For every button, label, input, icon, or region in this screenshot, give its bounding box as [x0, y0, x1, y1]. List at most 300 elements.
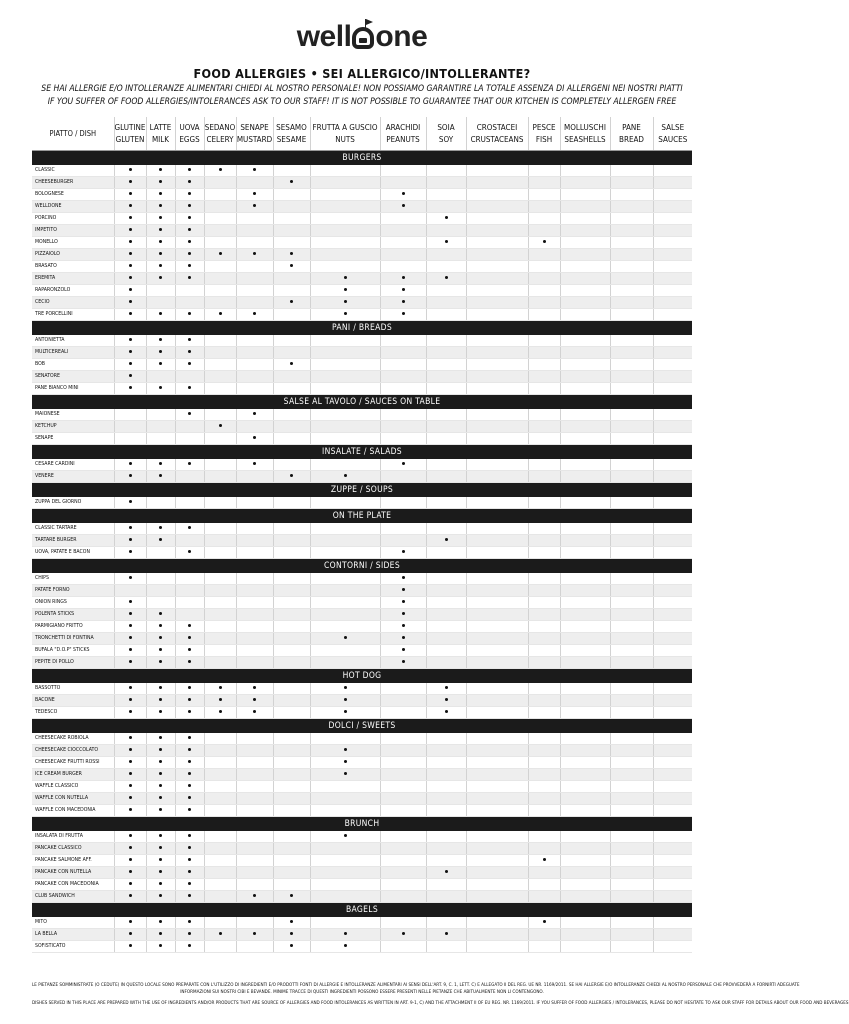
- allergen-cell: [380, 421, 426, 433]
- allergen-cell: [273, 573, 310, 585]
- allergen-cell: [114, 609, 146, 621]
- allergen-cell: [175, 471, 204, 483]
- allergen-cell: [204, 597, 236, 609]
- allergen-dot-icon: [129, 882, 132, 885]
- allergen-cell: [426, 745, 466, 757]
- allergen-name-en: SEASHELLS: [564, 134, 606, 144]
- allergen-cell: [146, 891, 175, 903]
- allergen-dot-icon: [159, 648, 162, 651]
- allergen-cell: [114, 285, 146, 297]
- allergen-dot-icon: [253, 436, 256, 439]
- allergen-cell: [560, 745, 610, 757]
- allergen-cell: [380, 917, 426, 929]
- allergen-cell: [310, 383, 380, 395]
- dish-name: TARTARE BURGER: [32, 535, 114, 547]
- allergen-cell: [310, 535, 380, 547]
- allergen-header-crustaceans: [466, 117, 528, 151]
- allergen-cell: [466, 781, 528, 793]
- allergen-header-celery: [204, 117, 236, 151]
- footer-legal-italian-2: INFORMAZIONI SUI NOSTRI CIBI E BEVANDE. MINIME TRACCE DI QUESTI INGREDIENTI POSSONO ESSERE PRESENTI NELLE PIETANZE CHE ABITUALMENTE NON LI CONTENGONO.: [180, 990, 544, 995]
- allergen-dot-icon: [129, 462, 132, 465]
- allergen-cell: [466, 769, 528, 781]
- allergen-dot-icon: [159, 796, 162, 799]
- allergen-cell: [560, 843, 610, 855]
- allergen-cell: [528, 285, 560, 297]
- allergen-dot-icon: [219, 710, 222, 713]
- allergen-cell: [653, 745, 692, 757]
- allergen-dot-icon: [219, 698, 222, 701]
- allergen-cell: [610, 309, 653, 321]
- allergen-cell: [380, 165, 426, 177]
- allergen-table: [32, 117, 692, 953]
- allergen-cell: [426, 297, 466, 309]
- allergen-cell: [610, 165, 653, 177]
- allergen-cell: [146, 843, 175, 855]
- allergen-dot-icon: [159, 698, 162, 701]
- allergen-cell: [273, 237, 310, 249]
- allergen-cell: [204, 309, 236, 321]
- allergen-cell: [528, 597, 560, 609]
- allergen-cell: [610, 805, 653, 817]
- allergen-cell: [528, 237, 560, 249]
- allergen-cell: [146, 941, 175, 953]
- allergen-cell: [114, 383, 146, 395]
- allergen-cell: [653, 297, 692, 309]
- allergen-cell: [146, 225, 175, 237]
- allergen-cell: [466, 621, 528, 633]
- table-row: [32, 547, 692, 559]
- allergen-name-it: SOIA: [437, 122, 455, 132]
- allergen-cell: [653, 843, 692, 855]
- allergen-cell: [426, 421, 466, 433]
- dish-name: TRONCHETTI DI FONTINA: [32, 633, 114, 645]
- allergen-cell: [466, 497, 528, 509]
- allergen-cell: [146, 929, 175, 941]
- allergen-cell: [426, 285, 466, 297]
- allergen-dot-icon: [129, 576, 132, 579]
- allergen-cell: [653, 535, 692, 547]
- dish-name: PANCAKE CON NUTELLA: [32, 867, 114, 879]
- allergen-cell: [466, 459, 528, 471]
- allergen-cell: [236, 347, 273, 359]
- allergen-cell: [204, 843, 236, 855]
- allergen-cell: [175, 383, 204, 395]
- allergen-dot-icon: [253, 192, 256, 195]
- table-row: [32, 733, 692, 745]
- allergen-cell: [310, 359, 380, 371]
- allergen-cell: [610, 831, 653, 843]
- dish-name: ONION RINGS: [32, 597, 114, 609]
- allergen-dot-icon: [129, 612, 132, 615]
- allergen-dot-icon: [129, 386, 132, 389]
- allergen-dot-icon: [129, 624, 132, 627]
- allergen-cell: [310, 471, 380, 483]
- allergen-dot-icon: [253, 412, 256, 415]
- allergen-cell: [146, 609, 175, 621]
- allergen-cell: [426, 189, 466, 201]
- table-row: [32, 273, 692, 285]
- allergen-cell: [273, 523, 310, 535]
- allergen-cell: [236, 793, 273, 805]
- allergen-dot-icon: [188, 338, 191, 341]
- allergen-cell: [610, 497, 653, 509]
- allergen-cell: [560, 471, 610, 483]
- allergen-cell: [466, 855, 528, 867]
- allergen-cell: [560, 535, 610, 547]
- allergen-cell: [653, 335, 692, 347]
- allergen-cell: [273, 843, 310, 855]
- allergen-cell: [560, 177, 610, 189]
- allergen-cell: [610, 585, 653, 597]
- allergen-dot-icon: [188, 412, 191, 415]
- allergen-dot-icon: [344, 686, 347, 689]
- allergen-header-eggs: [175, 117, 204, 151]
- table-row: [32, 707, 692, 719]
- allergen-cell: [380, 745, 426, 757]
- allergen-cell: [273, 261, 310, 273]
- allergen-cell: [380, 523, 426, 535]
- allergen-dot-icon: [290, 474, 293, 477]
- allergen-cell: [146, 707, 175, 719]
- allergen-cell: [310, 769, 380, 781]
- allergen-dot-icon: [159, 180, 162, 183]
- allergen-cell: [610, 371, 653, 383]
- allergen-cell: [653, 409, 692, 421]
- allergen-cell: [146, 805, 175, 817]
- dish-name: BOB: [32, 359, 114, 371]
- allergen-cell: [528, 177, 560, 189]
- allergen-cell: [466, 177, 528, 189]
- allergen-dot-icon: [402, 588, 405, 591]
- section-header-row: [32, 719, 692, 734]
- allergen-cell: [380, 843, 426, 855]
- allergen-cell: [236, 597, 273, 609]
- allergen-cell: [380, 633, 426, 645]
- allergen-cell: [175, 621, 204, 633]
- allergen-cell: [653, 225, 692, 237]
- section-header-row: [32, 151, 692, 166]
- allergen-dot-icon: [188, 180, 191, 183]
- allergen-name-it: SENAPE: [240, 122, 269, 132]
- allergen-header-sesame: [273, 117, 310, 151]
- allergen-cell: [310, 497, 380, 509]
- allergen-cell: [560, 757, 610, 769]
- allergen-cell: [204, 371, 236, 383]
- allergen-dot-icon: [129, 500, 132, 503]
- allergen-name-en: NUTS: [335, 134, 355, 144]
- allergen-cell: [380, 285, 426, 297]
- allergen-cell: [310, 335, 380, 347]
- dish-name: LA BELLA: [32, 929, 114, 941]
- allergen-cell: [560, 237, 610, 249]
- allergen-cell: [146, 535, 175, 547]
- allergen-cell: [310, 547, 380, 559]
- allergen-cell: [528, 371, 560, 383]
- allergen-cell: [466, 383, 528, 395]
- allergen-dot-icon: [159, 772, 162, 775]
- allergen-cell: [146, 237, 175, 249]
- allergen-dot-icon: [402, 576, 405, 579]
- allergen-cell: [310, 165, 380, 177]
- allergen-cell: [380, 535, 426, 547]
- allergen-cell: [114, 707, 146, 719]
- allergen-cell: [114, 733, 146, 745]
- allergen-cell: [380, 497, 426, 509]
- allergen-cell: [114, 297, 146, 309]
- section-title: ZUPPE / SOUPS: [32, 483, 692, 498]
- dish-name: CHIPS: [32, 573, 114, 585]
- allergen-cell: [426, 249, 466, 261]
- allergen-cell: [114, 695, 146, 707]
- allergen-cell: [146, 879, 175, 891]
- allergen-cell: [380, 201, 426, 213]
- allergen-cell: [610, 733, 653, 745]
- allergen-cell: [310, 421, 380, 433]
- allergen-cell: [204, 867, 236, 879]
- allergen-cell: [380, 805, 426, 817]
- allergen-cell: [653, 757, 692, 769]
- allergen-cell: [426, 471, 466, 483]
- allergen-dot-icon: [445, 870, 448, 873]
- allergen-cell: [426, 733, 466, 745]
- allergen-cell: [426, 793, 466, 805]
- allergen-cell: [204, 383, 236, 395]
- allergen-cell: [175, 683, 204, 695]
- allergen-cell: [175, 929, 204, 941]
- allergen-cell: [204, 707, 236, 719]
- allergen-cell: [380, 433, 426, 445]
- allergen-name-en: SESAME: [276, 134, 307, 144]
- allergen-cell: [610, 285, 653, 297]
- allergen-cell: [204, 621, 236, 633]
- allergen-cell: [175, 633, 204, 645]
- allergen-cell: [560, 497, 610, 509]
- allergen-cell: [236, 757, 273, 769]
- allergen-cell: [426, 917, 466, 929]
- allergen-dot-icon: [129, 736, 132, 739]
- allergen-cell: [426, 843, 466, 855]
- allergen-cell: [310, 645, 380, 657]
- allergen-name-it: UOVA: [179, 122, 200, 132]
- allergen-cell: [273, 929, 310, 941]
- allergen-dot-icon: [159, 386, 162, 389]
- allergen-dot-icon: [445, 538, 448, 541]
- allergen-cell: [380, 573, 426, 585]
- allergen-cell: [146, 683, 175, 695]
- allergen-cell: [426, 657, 466, 669]
- allergen-cell: [560, 433, 610, 445]
- allergen-cell: [175, 249, 204, 261]
- allergen-cell: [610, 657, 653, 669]
- allergen-dot-icon: [129, 252, 132, 255]
- allergen-cell: [560, 855, 610, 867]
- allergen-cell: [114, 745, 146, 757]
- allergen-cell: [146, 189, 175, 201]
- allergen-cell: [653, 421, 692, 433]
- allergen-cell: [653, 793, 692, 805]
- dish-name: ANTONIETTA: [32, 335, 114, 347]
- allergen-cell: [528, 917, 560, 929]
- table-row: [32, 879, 692, 891]
- allergen-cell: [310, 609, 380, 621]
- allergen-cell: [528, 335, 560, 347]
- allergen-cell: [175, 573, 204, 585]
- allergen-dot-icon: [129, 538, 132, 541]
- allergen-header-gluten: [114, 117, 146, 151]
- allergen-dot-icon: [129, 920, 132, 923]
- allergen-dot-icon: [129, 894, 132, 897]
- allergen-cell: [653, 573, 692, 585]
- allergen-dot-icon: [159, 474, 162, 477]
- allergen-dot-icon: [129, 748, 132, 751]
- allergen-cell: [146, 213, 175, 225]
- dish-name: PANCAKE SALMONE AFF.: [32, 855, 114, 867]
- allergen-cell: [610, 433, 653, 445]
- allergen-cell: [466, 585, 528, 597]
- section-title: DOLCI / SWEETS: [32, 719, 692, 734]
- allergen-cell: [273, 471, 310, 483]
- allergen-cell: [380, 929, 426, 941]
- allergen-dot-icon: [543, 920, 546, 923]
- allergen-dot-icon: [253, 168, 256, 171]
- allergen-cell: [146, 459, 175, 471]
- allergen-cell: [146, 757, 175, 769]
- allergen-cell: [146, 781, 175, 793]
- allergen-cell: [466, 793, 528, 805]
- allergen-cell: [560, 683, 610, 695]
- allergen-cell: [236, 585, 273, 597]
- allergen-cell: [380, 359, 426, 371]
- dish-name: CESARE CARDINI: [32, 459, 114, 471]
- allergen-dot-icon: [188, 462, 191, 465]
- allergen-cell: [310, 805, 380, 817]
- allergen-dot-icon: [159, 312, 162, 315]
- allergen-cell: [560, 371, 610, 383]
- allergen-cell: [310, 309, 380, 321]
- dish-name: UOVA, PATATE E BACON: [32, 547, 114, 559]
- allergen-dot-icon: [159, 736, 162, 739]
- allergen-cell: [146, 409, 175, 421]
- table-row: [32, 335, 692, 347]
- allergen-cell: [146, 855, 175, 867]
- allergen-dot-icon: [129, 204, 132, 207]
- allergen-cell: [310, 261, 380, 273]
- allergen-dot-icon: [188, 636, 191, 639]
- allergen-cell: [653, 891, 692, 903]
- allergen-cell: [114, 597, 146, 609]
- dish-name: CLASSIC: [32, 165, 114, 177]
- dish-name: PATATE FORNO: [32, 585, 114, 597]
- table-row: [32, 793, 692, 805]
- allergen-dot-icon: [188, 252, 191, 255]
- allergen-cell: [610, 547, 653, 559]
- dish-name: ZUPPA DEL GIORNO: [32, 497, 114, 509]
- allergen-dot-icon: [159, 526, 162, 529]
- allergen-dot-icon: [188, 870, 191, 873]
- allergen-name-it: FRUTTA A GUSCIO: [312, 122, 378, 132]
- table-row: [32, 409, 692, 421]
- allergen-cell: [310, 781, 380, 793]
- allergen-cell: [560, 929, 610, 941]
- allergen-cell: [204, 657, 236, 669]
- allergen-dot-icon: [188, 550, 191, 553]
- allergen-cell: [610, 745, 653, 757]
- dish-name: VENERE: [32, 471, 114, 483]
- allergen-cell: [466, 249, 528, 261]
- allergen-name-it: LATTE: [149, 122, 172, 132]
- allergen-cell: [528, 805, 560, 817]
- allergen-cell: [653, 645, 692, 657]
- dish-name: BASSOTTO: [32, 683, 114, 695]
- allergen-dot-icon: [402, 600, 405, 603]
- allergen-cell: [653, 165, 692, 177]
- table-row: [32, 237, 692, 249]
- allergen-dot-icon: [159, 808, 162, 811]
- allergen-cell: [310, 459, 380, 471]
- allergen-cell: [560, 285, 610, 297]
- allergen-cell: [426, 383, 466, 395]
- allergen-cell: [426, 781, 466, 793]
- allergen-cell: [426, 855, 466, 867]
- allergen-cell: [236, 621, 273, 633]
- allergen-cell: [528, 409, 560, 421]
- allergen-dot-icon: [290, 264, 293, 267]
- allergen-cell: [426, 261, 466, 273]
- allergen-cell: [175, 335, 204, 347]
- allergen-cell: [236, 201, 273, 213]
- allergen-cell: [273, 535, 310, 547]
- allergen-dot-icon: [402, 288, 405, 291]
- allergen-cell: [146, 831, 175, 843]
- allergen-cell: [426, 213, 466, 225]
- allergen-cell: [175, 201, 204, 213]
- allergen-cell: [653, 831, 692, 843]
- allergen-cell: [528, 745, 560, 757]
- allergen-cell: [146, 335, 175, 347]
- table-row: [32, 657, 692, 669]
- allergen-cell: [466, 695, 528, 707]
- allergen-cell: [175, 831, 204, 843]
- table-row: [32, 831, 692, 843]
- allergen-cell: [175, 359, 204, 371]
- allergen-dot-icon: [188, 660, 191, 663]
- allergen-cell: [653, 471, 692, 483]
- allergen-cell: [114, 359, 146, 371]
- allergen-dot-icon: [253, 932, 256, 935]
- allergen-cell: [204, 733, 236, 745]
- section-header-row: [32, 669, 692, 684]
- allergen-cell: [146, 657, 175, 669]
- allergen-dot-icon: [159, 882, 162, 885]
- allergen-dot-icon: [344, 474, 347, 477]
- dish-name: CECIO: [32, 297, 114, 309]
- allergen-cell: [236, 409, 273, 421]
- allergen-cell: [560, 547, 610, 559]
- allergen-cell: [236, 781, 273, 793]
- allergen-cell: [653, 177, 692, 189]
- allergen-dot-icon: [402, 636, 405, 639]
- allergen-cell: [146, 165, 175, 177]
- allergen-cell: [114, 213, 146, 225]
- allergen-cell: [610, 359, 653, 371]
- allergen-dot-icon: [290, 362, 293, 365]
- allergen-dot-icon: [159, 760, 162, 763]
- table-row: [32, 347, 692, 359]
- allergen-cell: [528, 621, 560, 633]
- allergen-dot-icon: [129, 686, 132, 689]
- section-header-row: [32, 559, 692, 574]
- allergen-cell: [610, 633, 653, 645]
